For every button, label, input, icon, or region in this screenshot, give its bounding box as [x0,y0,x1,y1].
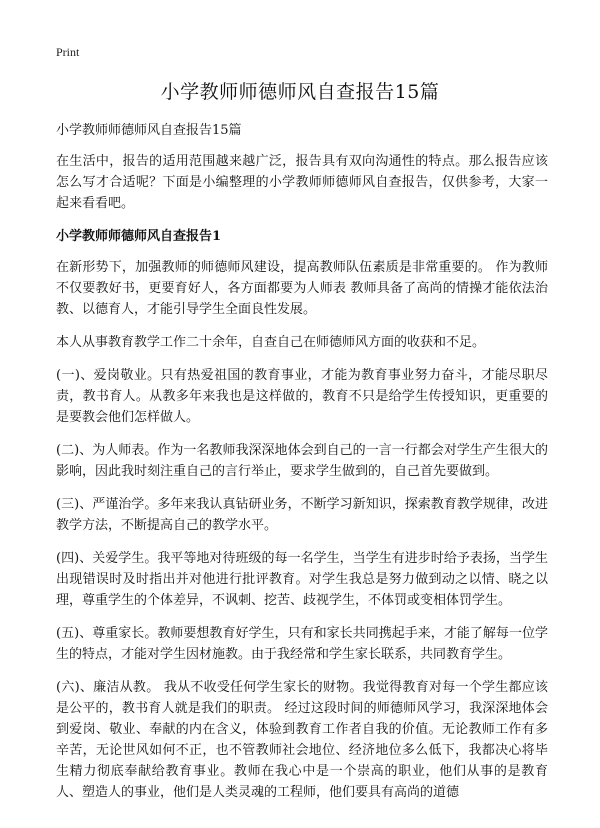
document-body [56,120,548,815]
intro-paragraph: 在生活中，报告的适用范围越来越广泛，报告具有双向沟通性的特点。那么报告应该怎么写才合适呢？下面是小编整理的小学教师师德师风自查报告，仅供参考，大家一起来看看吧。 [56,154,548,211]
body-paragraph: (三)、严谨治学。多年来我认真钻研业务，不断学习新知识，探索教育教学规律，改进教学方法，不断提高自己的教学水平。 [56,497,548,533]
body-paragraph: (二)、为人师表。作为一名教师我深深地体会到自己的一言一行都会对学生产生很大的影响，因此我时刻注重自己的言行举止，要求学生做到的，自己首先要做到。 [56,443,548,479]
page-title: 小学教师师德师风自查报告15篇 [160,81,440,103]
body-paragraph: 本人从事教育教学工作二十余年，自查自己在师德师风方面的收获和不足。 [56,335,486,350]
body-paragraph: 在新形势下，加强教师的师德师风建设，提高教师队伍素质是非常重要的。 作为教师不仅要教好书，更要育好人，各方面都要为人师表 教师具备了高尚的情操才能依法治教、以德育人，才能引导学生全面良性发展。 [56,260,548,317]
body-paragraph: (五)、尊重家长。教师要想教育好学生，只有和家长共同携起手来，才能了解每一位学生的特点，才能对学生因材施教。由于我经常和学生家长联系，共同教育学生。 [56,626,548,662]
print-link[interactable]: Print [56,45,80,59]
body-paragraph: (六)、廉洁从教。 我从不收受任何学生家长的财物。我觉得教育对每一个学生都应该是公平的，教书育人就是我们的职责。 经过这段时间的师德师风学习，我深深地体会到爱岗、敬业、奉献的内在含义，体验到教育工作者自我的价值。无论教师工作有多辛苦，无论世风如何不正，也不管教师社会地位、经济地位多么低下，我都决心将毕生精力彻底奉献给教育事业。教师在我心中是一个崇高的职业，他们从事的是教育人、塑造人的事业，他们是人类灵魂的工程师，他们要具有高尚的道德 [56,680,548,800]
section-heading: 小学教师师德师风自查报告1 [56,229,222,244]
body-paragraph: (四)、关爱学生。我平等地对待班级的每一名学生，当学生有进步时给予表扬，当学生出现错误时及时指出并对他进行批评教育。对学生我总是努力做到动之以情、晓之以理，尊重学生的个体差异，不讽刺、挖苦、歧视学生，不体罚或变相体罚学生。 [56,551,548,608]
document-subtitle: 小学教师师德师风自查报告15篇 [56,123,242,138]
body-paragraph: (一)、爱岗敬业。只有热爱祖国的教育事业，才能为教育事业努力奋斗，才能尽职尽责，教书育人。从教多年来我也是这样做的，教育不只是给学生传授知识，更重要的是要教会他们怎样做人。 [56,368,548,425]
